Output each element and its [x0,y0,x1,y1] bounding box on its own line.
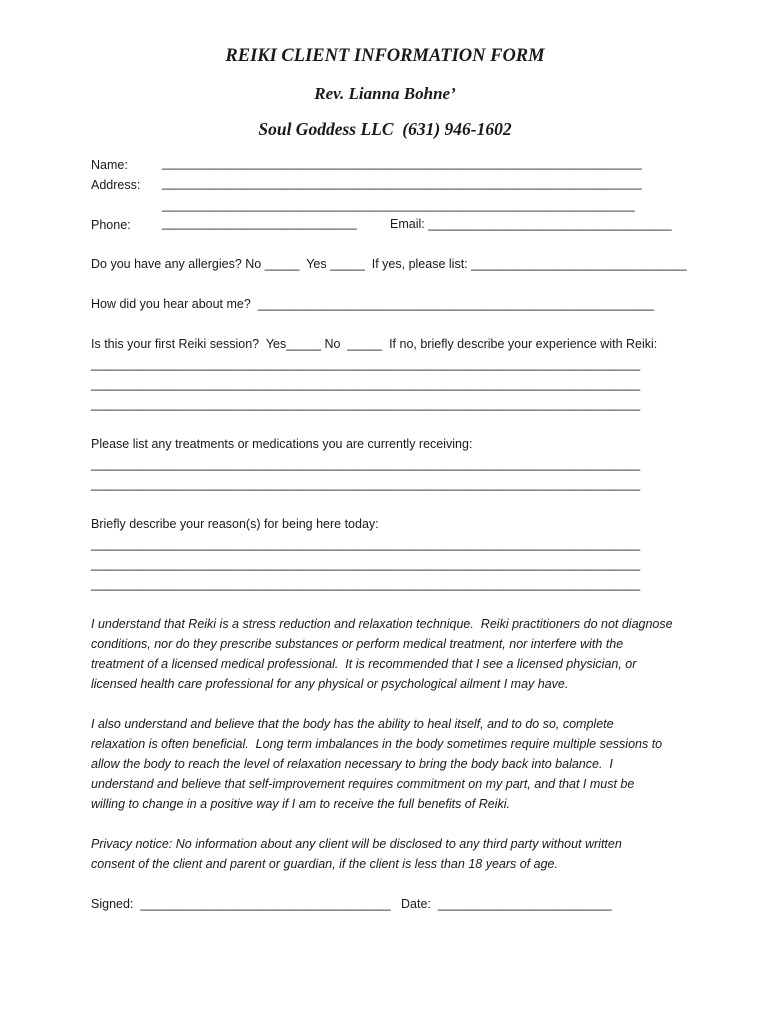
phone-label: Phone: [91,218,131,232]
name-field[interactable]: _____________________________________________________________________ [162,156,642,170]
disclaimer-p2-line: willing to change in a positive way if I am to receive the full benefits of Reiki. [91,797,510,811]
disclaimer-p1-line: I understand that Reiki is a stress reduction and relaxation technique. Reiki practitioners do not diagnose [91,617,673,631]
referral-question[interactable]: How did you hear about me? _________________________________________________________ [91,297,655,311]
disclaimer-p2-line: I also understand and believe that the body has the ability to heal itself, and to do so, complete [91,717,614,731]
address-field-line-1[interactable]: _____________________________________________________________________ [162,176,642,190]
name-label: Name: [91,158,128,172]
privacy-notice-line: consent of the client and parent or guardian, if the client is less than 18 years of age. [91,857,558,871]
phone-field[interactable]: ____________________________ [162,216,357,230]
experience-line-3[interactable]: _______________________________________________________________________________ [91,397,641,411]
treatments-question: Please list any treatments or medications you are currently receiving: [91,437,473,451]
disclaimer-p2-line: understand and believe that self-improvement requires commitment on my part, and that I must be [91,777,635,791]
privacy-notice-line: Privacy notice: No information about any client will be disclosed to any third party without written [91,837,622,851]
reasons-line-2[interactable]: _______________________________________________________________________________ [91,557,641,571]
address-field-line-2[interactable]: ____________________________________________________________________ [162,198,635,212]
treatments-line-1[interactable]: _______________________________________________________________________________ [91,457,641,471]
allergies-question[interactable]: Do you have any allergies? No _____ Yes _____ If yes, please list: _______________________________ [91,257,687,271]
reasons-question: Briefly describe your reason(s) for being here today: [91,517,379,531]
disclaimer-p2-line: relaxation is often beneficial. Long term imbalances in the body sometimes require multiple sessions to [91,737,663,751]
signature-date-field[interactable]: Signed: ____________________________________ Date: _________________________ [91,897,612,911]
disclaimer-p1-line: licensed health care professional for any physical or psychological ailment I may have. [91,677,569,691]
first-session-question: Is this your first Reiki session? Yes_____ No _____ If no, briefly describe your experience with Reiki: [91,337,658,351]
address-label: Address: [91,178,141,192]
business-info: Soul Goddess LLC (631) 946-1602 [258,119,512,139]
treatments-line-2[interactable]: _______________________________________________________________________________ [91,477,641,491]
disclaimer-p1-line: treatment of a licensed medical professional. It is recommended that I see a licensed physician, or [91,657,637,671]
disclaimer-p1-line: conditions, nor do they prescribe substances or perform medical treatment, nor interfere with the [91,637,624,651]
disclaimer-p2-line: allow the body to reach the level of relaxation necessary to bring the body back into balance. I [91,757,613,771]
experience-line-2[interactable]: _______________________________________________________________________________ [91,377,641,391]
practitioner-name: Rev. Lianna Bohne’ [314,84,456,103]
form-title: REIKI CLIENT INFORMATION FORM [225,46,545,66]
reasons-line-1[interactable]: _______________________________________________________________________________ [91,537,641,551]
reasons-line-3[interactable]: _______________________________________________________________________________ [91,577,641,591]
experience-line-1[interactable]: _______________________________________________________________________________ [91,357,641,371]
email-field[interactable]: Email: ___________________________________ [390,217,672,231]
